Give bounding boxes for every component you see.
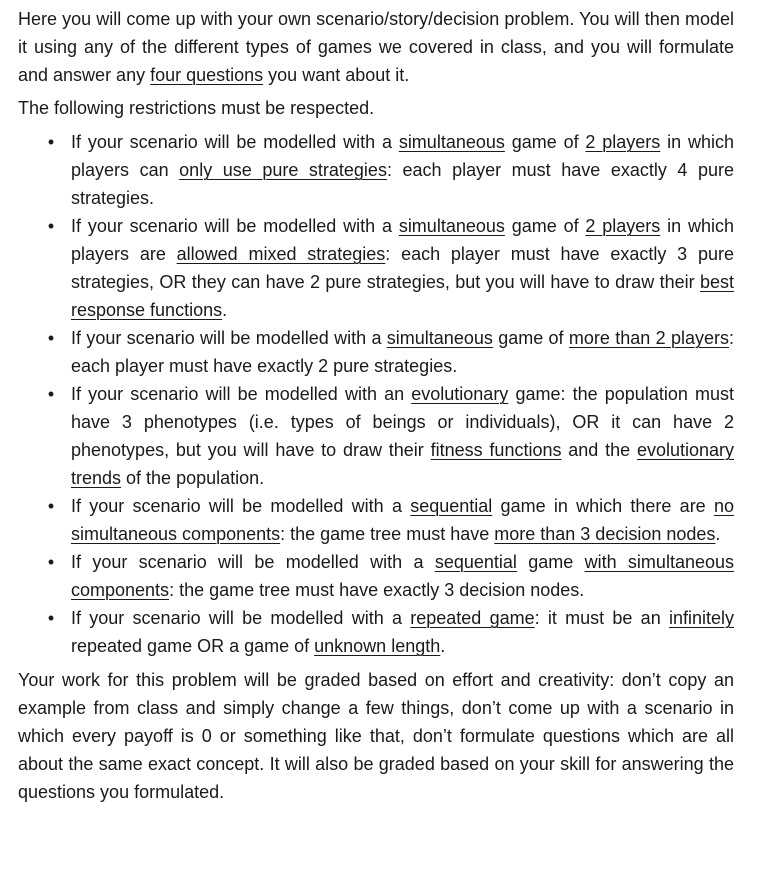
bullet-icon: • bbox=[47, 608, 55, 628]
underlined-text: four questions bbox=[150, 65, 264, 85]
restriction-item-simultaneous-mixed: • If your scenario will be modelled with a simultaneous game of 2 players in which players are allowed mixed strategies: each player must have exactly 3 pure strategies, OR they can have 2 pure strategies, but you will have to draw their best response functions. bbox=[18, 212, 734, 324]
restrictions-heading: The following restrictions must be respected. bbox=[18, 98, 375, 118]
bullet-icon: • bbox=[47, 328, 55, 348]
restriction-item-simultaneous-many-players: • If your scenario will be modelled with a simultaneous game of more than 2 players: each player must have exactly 2 pure strategies. bbox=[18, 324, 734, 380]
closing-paragraph: Your work for this problem will be graded based on effort and creativity: don’t copy an example from class and simply change a few things, don’t come up with a scenario in which every payoff is 0 or something like that, don’t formulate questions which are all about the same exact concept. It will also be graded based on your skill for answering the questions you formulated. bbox=[18, 670, 734, 802]
restrictions-list bbox=[18, 128, 734, 660]
bullet-icon: • bbox=[47, 384, 55, 404]
restriction-item-sequential: • If your scenario will be modelled with a sequential game in which there are no simultaneous components: the game tree must have more than 3 decision nodes. bbox=[18, 492, 734, 548]
bullet-icon: • bbox=[47, 552, 55, 572]
restriction-item-repeated: • If your scenario will be modelled with a repeated game: it must be an infinitely repeated game OR a game of unknown length. bbox=[18, 604, 734, 660]
bullet-icon: • bbox=[47, 216, 55, 236]
restriction-item-sequential-simultaneous: • If your scenario will be modelled with a sequential game with simultaneous components: the game tree must have exactly 3 decision nodes. bbox=[18, 548, 734, 604]
restriction-item-evolutionary: • If your scenario will be modelled with an evolutionary game: the population must have 3 phenotypes (i.e. types of beings or individuals), OR it can have 2 phenotypes, but you will have to draw their fitness functions and the evolutionary trends of the population. bbox=[18, 380, 734, 492]
restriction-item-simultaneous-pure: • If your scenario will be modelled with a simultaneous game of 2 players in which players can only use pure strategies: each player must have exactly 4 pure strategies. bbox=[18, 128, 734, 212]
intro-paragraph: Here you will come up with your own scenario/story/decision problem. You will then model it using any of the different types of games we covered in class, and you will formulate and answer any four questions you want about it. bbox=[18, 9, 734, 85]
bullet-icon: • bbox=[47, 132, 55, 152]
bullet-icon: • bbox=[47, 496, 55, 516]
